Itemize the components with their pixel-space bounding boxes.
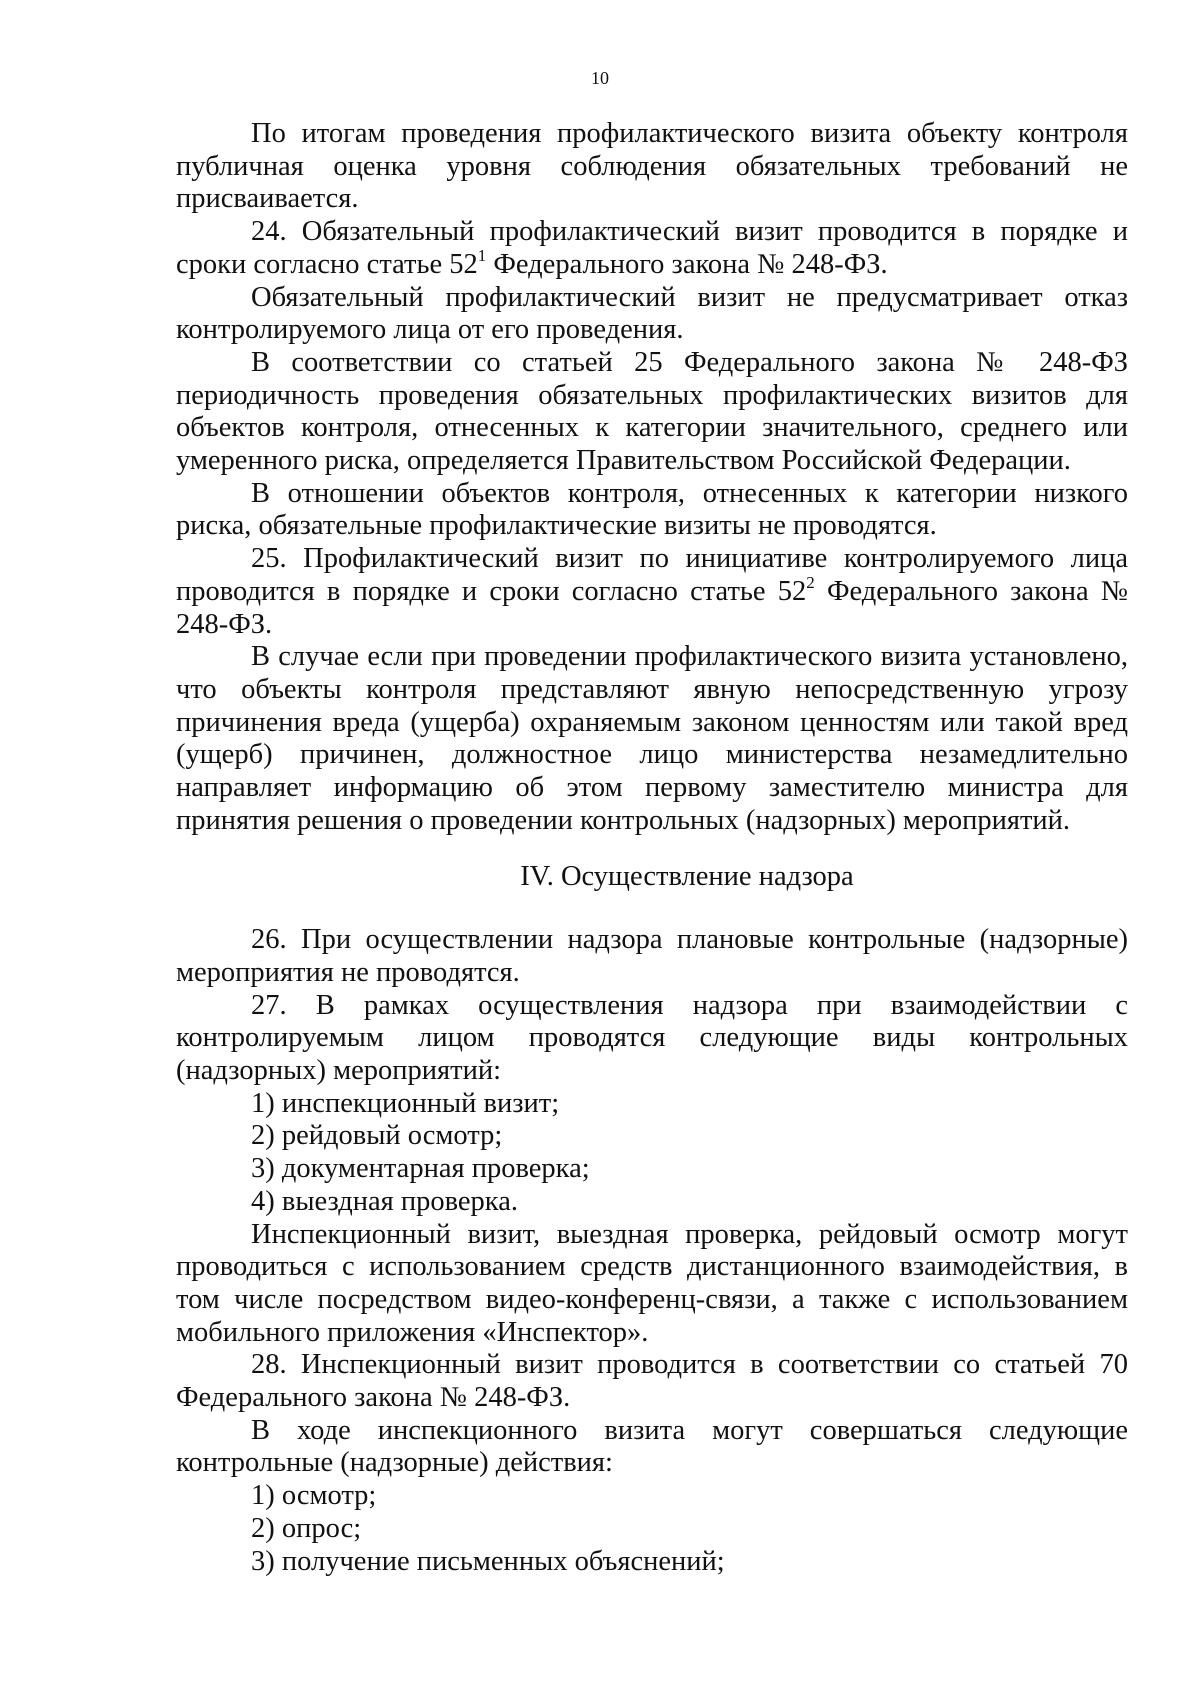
paragraph: В отношении объектов контроля, отнесенных к категории низкого риска, обязательные профилактические визиты не проводятся. [176,477,1128,542]
page-number: 10 [591,68,609,88]
superscript: 1 [477,245,487,265]
list-item: 3) получение письменных объяснений; [251,1545,725,1577]
paragraph: Инспекционный визит, выездная проверка, рейдовый осмотр могут проводиться с использованием средств дистанционного взаимодействия, в том числе посредством видео-конференц-связи, а также с использованием мобильного приложения «Инспектор». [176,1218,1128,1348]
list-item: 2) опрос; [251,1512,362,1544]
document-body [176,118,1128,1578]
list-item: 3) документарная проверка; [251,1153,590,1185]
paragraph-text: Федерального закона № 248-ФЗ. [176,575,1128,640]
paragraph: В случае если при проведении профилактического визита установлено, что объекты контроля представляют явную непосредственную угрозу причинения вреда (ущерба) охраняемым законом ценностям или такой вред (ущерб) причинен, должностное лицо министерства незамедлительно направляет информацию об этом первому заместителю министра для принятия решения о проведении контрольных (надзорных) мероприятий. [176,641,1128,836]
list-item: 4) выездная проверка. [251,1185,518,1217]
paragraph: Обязательный профилактический визит не предусматривает отказ контролируемого лица от его проведения. [176,281,1128,346]
paragraph-item-26: 26. При осуществлении надзора плановые контрольные (надзорные) мероприятия не проводятся. [176,924,1128,988]
paragraph-item-27: 27. В рамках осуществления надзора при взаимодействии с контролируемым лицом проводятся следующие виды контрольных (надзорных) мероприятий: [176,989,1128,1086]
paragraph-text: 24. Обязательный профилактический визит проводится в порядке и сроки согласно статье 52 [176,216,1128,280]
list-item: 2) рейдовый осмотр; [251,1120,503,1152]
paragraph: В соответствии со статьей 25 Федерального закона № 248-ФЗ периодичность проведения обязательных профилактических визитов для объектов контроля, отнесенных к категории значительного, среднего или умеренного риска, определяется Правительством Российской Федерации. [176,346,1128,477]
paragraph: По итогам проведения профилактического визита объекту контроля публичная оценка уровня соблюдения обязательных требований не присваивается. [176,118,1128,215]
list-item: 1) инспекционный визит; [251,1087,560,1119]
superscript: 2 [806,572,815,592]
section-heading: IV. Осуществление надзора [520,861,854,893]
paragraph-text: 25. Профилактический визит по инициативе контролируемого лица проводится в порядке и сроки согласно статье 52 [176,543,1128,607]
paragraph: В ходе инспекционного визита могут совершаться следующие контрольные (надзорные) действия: [176,1414,1128,1479]
paragraph-item-25 [176,543,1128,641]
paragraph-text: Федерального закона № 248-ФЗ. [486,248,888,280]
list-item: 1) осмотр; [251,1480,377,1512]
paragraph-item-28: 28. Инспекционный визит проводится в соответствии со статьей 70 Федерального закона № 248-ФЗ. [176,1349,1128,1414]
paragraph-item-24 [176,216,1128,281]
